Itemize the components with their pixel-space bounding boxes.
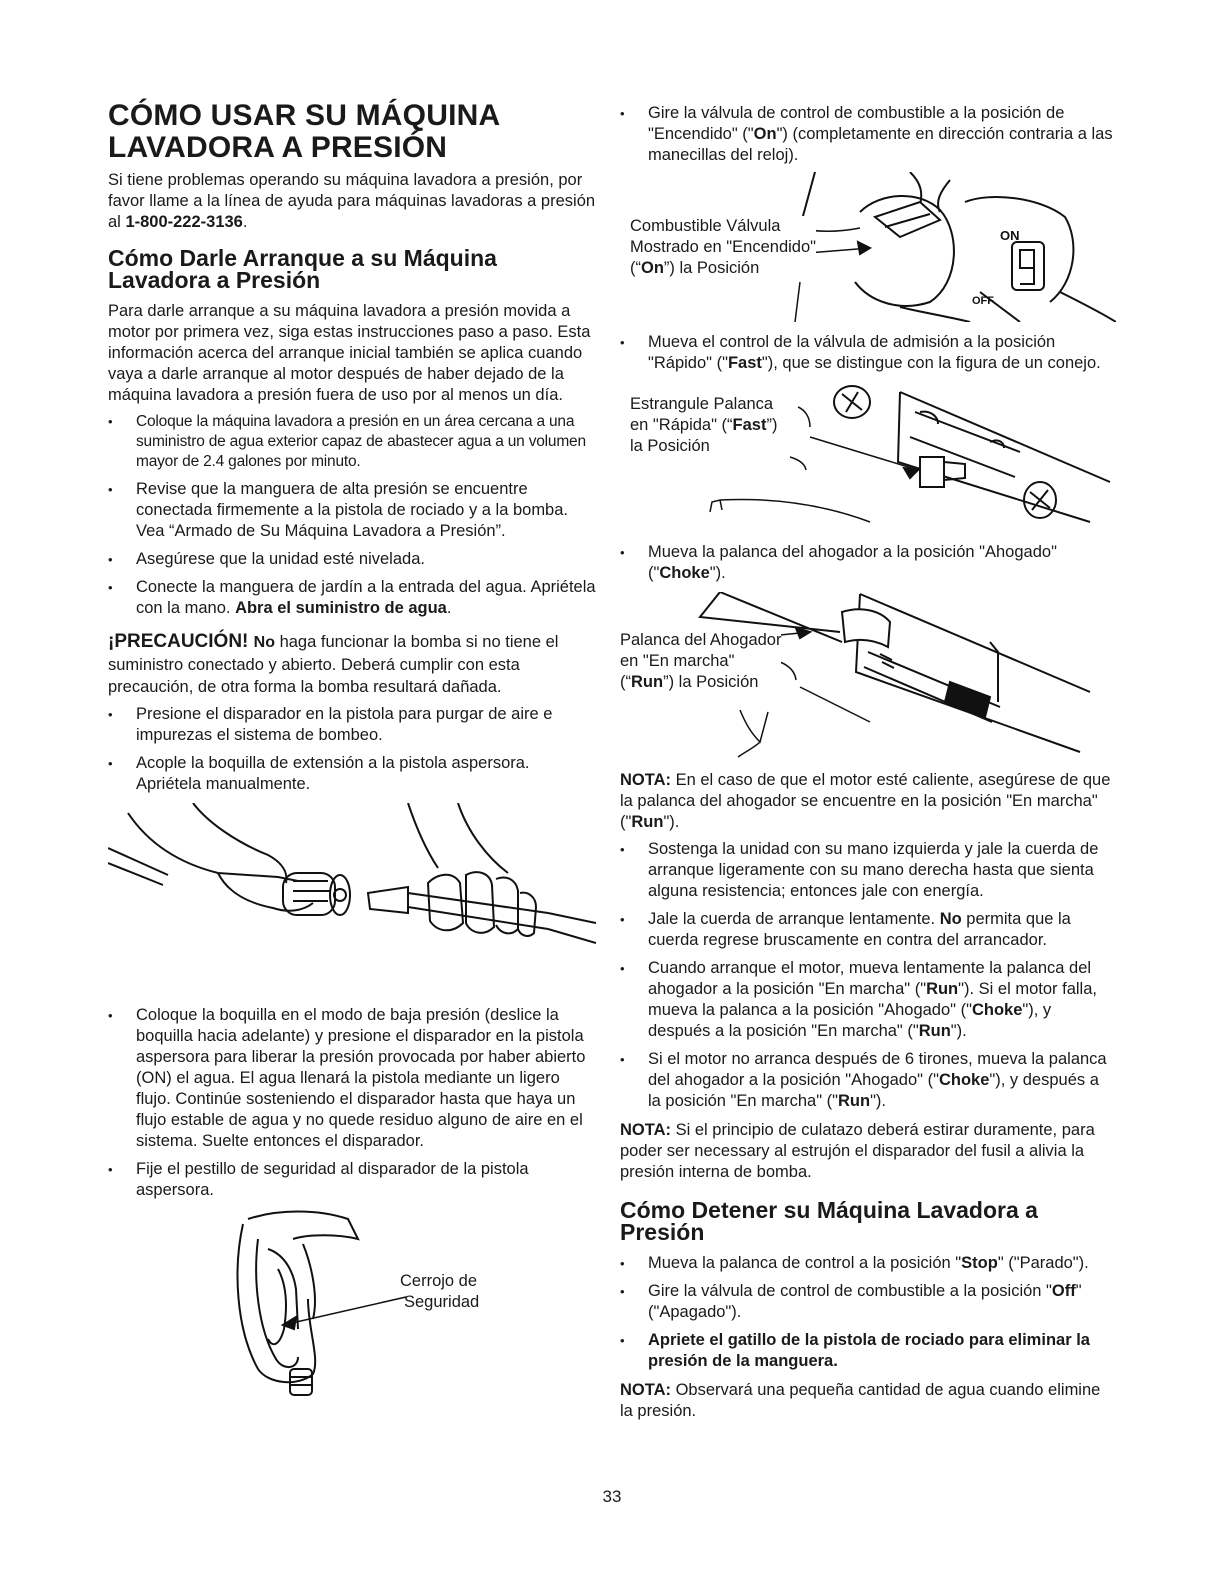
list-item: • Gire la válvula de control de combustible a la posición "Off" ("Apagado"). <box>620 1281 1116 1323</box>
fuel-on-mark: ON <box>1000 228 1020 243</box>
throttle-illustration <box>620 382 1116 532</box>
caution-paragraph: ¡PRECAUCIÓN! No haga funcionar la bomba si no tiene el suministro conectado y abierto. Deberá cumplir con esta precaución, de otra forma la bomba resultará dañada. <box>108 631 559 696</box>
purge-steps-list <box>108 704 596 795</box>
low-pressure-steps-list <box>108 1005 596 1201</box>
page-number: 33 <box>602 1487 622 1506</box>
list-item: • Mueva la palanca de control a la posición "Stop" ("Parado"). <box>620 1253 1116 1274</box>
list-item: • Acople la boquilla de extensión a la pistola aspersora. Apriétela manualmente. <box>108 753 596 795</box>
intro-paragraph: Si tiene problemas operando su máquina lavadora a presión, por favor llame a la línea de ayuda para máquinas lavadoras a presión al 1-800-222-3136. <box>108 171 596 231</box>
list-item: • Revise que la manguera de alta presión se encuentre conectada firmemente a la pistola de rociado y a la bomba. Vea “Armado de Su Máquina Lavadora a Presión”. <box>108 479 596 542</box>
fuel-valve-label: Combustible Válvula Mostrado en "Encendido" (“On”) la Posición <box>630 217 816 277</box>
start-paragraph: Para darle arranque a su máquina lavadora a presión movida a motor por primera vez, siga estas instrucciones paso a paso. Esta información acerca del arranque inicial también se aplica cuando vaya a darle arranque al motor después de haber dejado de la máquina lavadora a presión fuera de uso por al menos un día. <box>108 302 591 404</box>
safety-latch-illustration <box>108 1209 596 1401</box>
note-recoil: NOTA: Si el principio de culatazo deberá estirar duramente, para poder ser necessary al estrujón el disparador del fusil a alivia la presión interna de bomba. <box>620 1121 1095 1181</box>
note-hot-engine: NOTA: En el caso de que el motor esté caliente, asegúrese de que la palanca del ahogador se encuentre en la posición "En marcha" ("Run"). <box>620 771 1111 831</box>
throttle-step-list <box>620 332 1116 374</box>
choke-label: Palanca del Ahogador en "En marcha" (“Run”) la Posición <box>620 631 782 691</box>
list-item: • Coloque la máquina lavadora a presión en un área cercana a una suministro de agua exterior capaz de abastecer agua a un volumen mayor de 2.4 galones por minuto. <box>108 412 596 472</box>
page-title: CÓMO USAR SU MÁQUINA LAVADORA A PRESIÓN <box>108 99 501 164</box>
start-heading: Cómo Darle Arranque a su Máquina Lavadora a Presión <box>108 245 497 293</box>
helpline-phone: 1-800-222-3136 <box>125 213 243 231</box>
list-item: • Si el motor no arranca después de 6 tirones, mueva la palanca del ahogador a la posición "Ahogado" ("Choke"), y después a la posición "En marcha" ("Run"). <box>620 1049 1116 1112</box>
hands-nozzle-icon <box>108 803 596 995</box>
right-column <box>620 103 1116 1428</box>
list-item: • Mueva el control de la válvula de admisión a la posición "Rápido" ("Fast"), que se distingue con la figura de un conejo. <box>620 332 1116 374</box>
spray-gun-icon <box>108 1209 596 1401</box>
start-steps-list <box>108 412 596 619</box>
nozzle-attach-illustration <box>108 803 596 995</box>
choke-illustration <box>620 592 1116 760</box>
list-item: • Mueva la palanca del ahogador a la posición "Ahogado" ("Choke"). <box>620 542 1116 584</box>
list-item: • Jale la cuerda de arranque lentamente. No permita que la cuerda regrese bruscamente en contra del arrancador. <box>620 909 1116 951</box>
stop-steps-list <box>620 1253 1116 1372</box>
stop-heading: Cómo Detener su Máquina Lavadora a Presión <box>620 1197 1038 1245</box>
note-release-pressure: NOTA: Observará una pequeña cantidad de agua cuando elimine la presión. <box>620 1381 1101 1420</box>
safety-latch-label: Cerrojo de Seguridad <box>400 1272 480 1311</box>
list-item: • Gire la válvula de control de combustible a la posición de "Encendido" ("On") (completamente en dirección contraria a las manecillas del reloj). <box>620 103 1116 166</box>
list-item: • Fije el pestillo de seguridad al disparador de la pistola aspersora. <box>108 1159 596 1201</box>
left-column <box>108 100 596 1411</box>
pull-start-list <box>620 839 1116 1112</box>
list-item: • Coloque la boquilla en el modo de baja presión (deslice la boquilla hacia adelante) y presione el disparador en la pistola aspersora para liberar la presión provocada por haber abierto (ON) el agua. El agua llenará la pistola mediante un ligero flujo. Continúe sosteniendo el disparador hasta que haya un flujo estable de agua y no quede residuo alguno de aire en el sistema. Suelte entonces el disparador. <box>108 1005 596 1152</box>
choke-step-list <box>620 542 1116 584</box>
list-item: • Sostenga la unidad con su mano izquierda y jale la cuerda de arranque ligeramente con su mano derecha hasta que sienta alguna resistencia; entonces jale con energía. <box>620 839 1116 902</box>
list-item: • Cuando arranque el motor, mueva lentamente la palanca del ahogador a la posición "En marcha" ("Run"). Si el motor falla, mueva la palanca a la posición "Ahogado" ("Choke"), y después a la posición "En marcha" ("Run"). <box>620 958 1116 1042</box>
list-item: • Conecte la manguera de jardín a la entrada del agua. Apriétela con la mano. Abra el suministro de agua. <box>108 577 596 619</box>
throttle-label: Estrangule Palanca en "Rápida" (“Fast”) la Posición <box>630 395 778 455</box>
fuel-step-list <box>620 103 1116 166</box>
list-item: • Apriete el gatillo de la pistola de rociado para eliminar la presión de la manguera. <box>620 1330 1116 1372</box>
list-item: • Presione el disparador en la pistola para purgar de aire e impurezas el sistema de bombeo. <box>108 704 596 746</box>
fuel-off-mark: OFF <box>972 295 994 307</box>
list-item: • Asegúrese que la unidad esté nivelada. <box>108 549 596 570</box>
fuel-valve-illustration <box>620 172 1116 322</box>
